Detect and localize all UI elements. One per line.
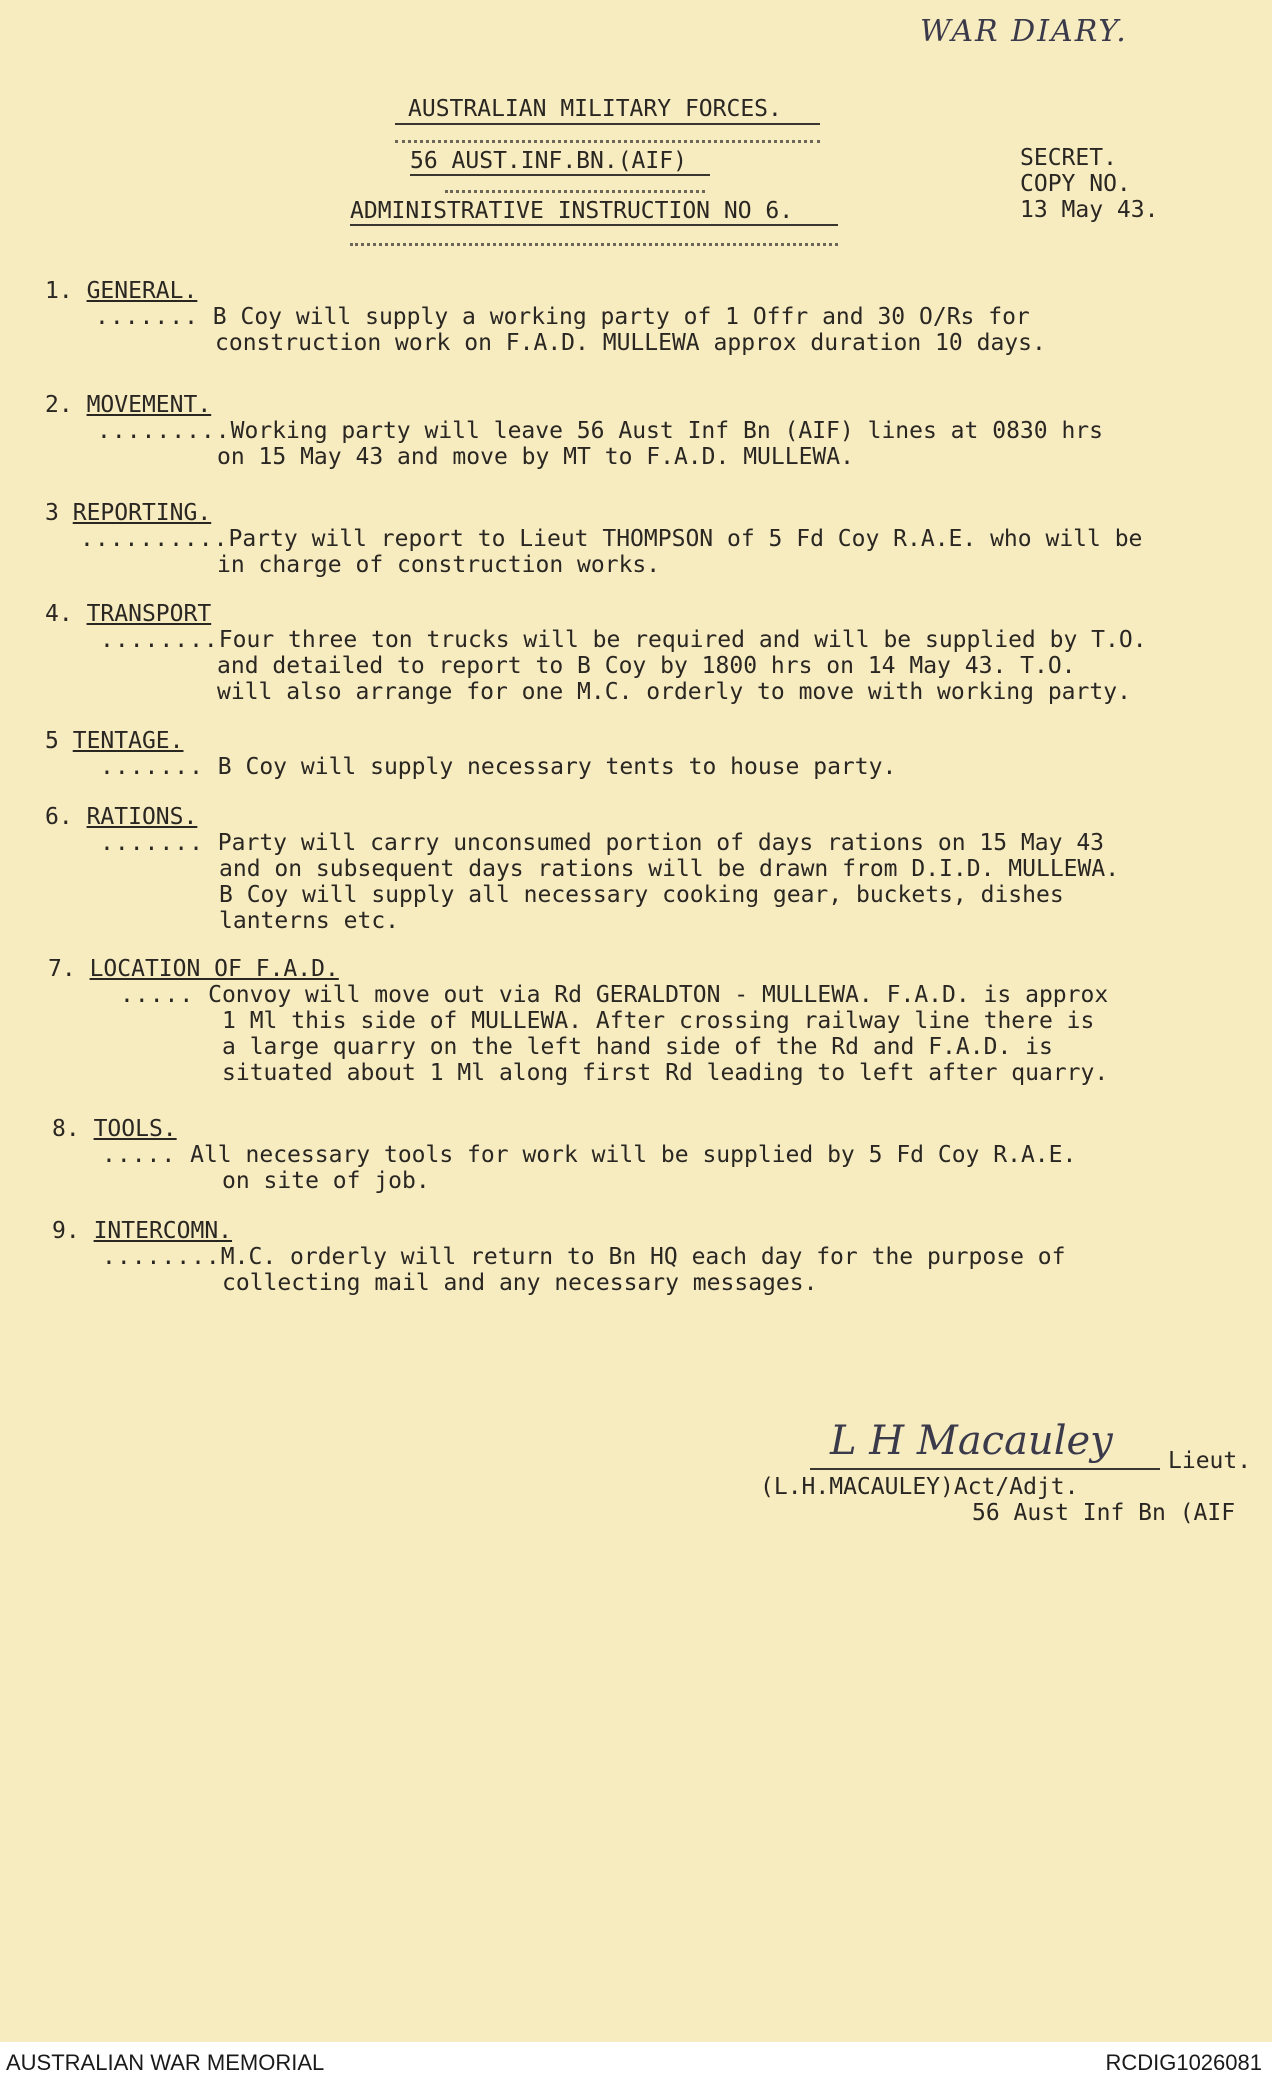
- body-line: Working party will leave 56 Aust Inf Bn (AIF) lines at 0830 hrs: [230, 418, 1103, 444]
- body-line: Convoy will move out via Rd GERALDTON - MULLEWA. F.A.D. is approx: [208, 982, 1109, 1008]
- section-number: 2.: [45, 392, 73, 418]
- body-line: and detailed to report to B Coy by 1800 hrs on 14 May 43. T.O.: [217, 653, 1076, 679]
- signature-line: [810, 1468, 1160, 1470]
- section-movement: [45, 392, 1103, 470]
- section-reporting: [45, 500, 1142, 578]
- section-title: GENERAL.: [86, 278, 198, 304]
- header-dotted-rule-3: [350, 243, 838, 246]
- body-line: collecting mail and any necessary messages.: [222, 1270, 818, 1296]
- section-title: TENTAGE.: [72, 728, 184, 754]
- section-tentage: [45, 728, 896, 780]
- header-underline-2: [410, 174, 710, 176]
- section-intercomn: [52, 1218, 1065, 1296]
- section-transport: [45, 601, 1147, 705]
- handwritten-signature: L H Macauley: [830, 1418, 1113, 1464]
- body-line: in charge of construction works.: [217, 552, 661, 578]
- section-number: 4.: [45, 601, 73, 627]
- section-title: TOOLS.: [93, 1116, 177, 1142]
- body-line: construction work on F.A.D. MULLEWA approx duration 10 days.: [215, 330, 1046, 356]
- leader-dots: .....: [120, 982, 195, 1008]
- section-title: REPORTING.: [72, 500, 212, 526]
- section-general: [45, 278, 1046, 356]
- leader-dots: .......: [95, 304, 199, 330]
- body-line: M.C. orderly will return to Bn HQ each day for the purpose of: [220, 1244, 1066, 1270]
- copy-number-label: COPY NO.: [1020, 171, 1131, 197]
- body-line: B Coy will supply necessary tents to house party.: [217, 754, 897, 780]
- header-underline-3: [350, 224, 838, 226]
- body-line: Party will report to Lieut THOMPSON of 5 Fd Coy R.A.E. who will be: [228, 526, 1143, 552]
- body-line: on 15 May 43 and move by MT to F.A.D. MULLEWA.: [217, 444, 854, 470]
- body-line: All necessary tools for work will be supplied by 5 Fd Coy R.A.E.: [190, 1142, 1077, 1168]
- header-dotted-rule-1: [395, 140, 820, 143]
- section-number: 8.: [52, 1116, 80, 1142]
- body-line: B Coy will supply a working party of 1 Offr and 30 O/Rs for: [212, 304, 1030, 330]
- signature-rank: Lieut.: [1168, 1448, 1252, 1474]
- document-date: 13 May 43.: [1020, 197, 1159, 223]
- section-title: TRANSPORT: [86, 601, 212, 627]
- body-line: will also arrange for one M.C. orderly to move with working party.: [217, 679, 1131, 705]
- section-number: 1.: [45, 278, 73, 304]
- header-line-3: ADMINISTRATIVE INSTRUCTION NO 6.: [350, 198, 794, 224]
- section-number: 5: [45, 728, 59, 754]
- body-line: Four three ton trucks will be required and will be supplied by T.O.: [218, 627, 1147, 653]
- body-line: a large quarry on the left hand side of the Rd and F.A.D. is: [222, 1034, 1053, 1060]
- body-line: situated about 1 Ml along first Rd leading to left after quarry.: [222, 1060, 1109, 1086]
- section-number: 9.: [52, 1218, 80, 1244]
- section-title: LOCATION OF F.A.D.: [89, 956, 339, 982]
- leader-dots: .......: [100, 830, 204, 856]
- signature-unit: 56 Aust Inf Bn (AIF: [972, 1500, 1236, 1526]
- header-dotted-rule-2: [445, 190, 705, 193]
- section-location-of-fad: [48, 956, 1108, 1086]
- footer-reference-id: RCDIG1026081: [1105, 2050, 1262, 2075]
- body-line: 1 Ml this side of MULLEWA. After crossing railway line there is: [222, 1008, 1095, 1034]
- section-title: INTERCOMN.: [93, 1218, 233, 1244]
- signature-name: (L.H.MACAULEY)Act/Adjt.: [760, 1474, 1079, 1500]
- header-underline-1: [395, 123, 820, 125]
- section-rations: [45, 804, 1119, 934]
- body-line: on site of job.: [222, 1168, 430, 1194]
- leader-dots: ........: [100, 627, 219, 653]
- section-number: 3: [45, 500, 59, 526]
- section-title: MOVEMENT.: [86, 392, 212, 418]
- leader-dots: .......: [100, 754, 204, 780]
- section-number: 6.: [45, 804, 73, 830]
- header-line-2: 56 AUST.INF.BN.(AIF): [410, 148, 687, 174]
- body-line: Party will carry unconsumed portion of days rations on 15 May 43: [217, 830, 1105, 856]
- footer-archive-label: AUSTRALIAN WAR MEMORIAL: [6, 2050, 325, 2075]
- section-tools: [52, 1116, 1076, 1194]
- leader-dots: .........: [97, 418, 231, 444]
- body-line: and on subsequent days rations will be drawn from D.I.D. MULLEWA.: [219, 856, 1120, 882]
- leader-dots: ........: [102, 1244, 221, 1270]
- body-line: B Coy will supply all necessary cooking gear, buckets, dishes: [219, 882, 1064, 908]
- classification-block: [1020, 145, 1158, 223]
- leader-dots: .....: [102, 1142, 177, 1168]
- body-line: lanterns etc.: [219, 908, 400, 934]
- secret-label: SECRET.: [1020, 145, 1117, 171]
- section-title: RATIONS.: [86, 804, 198, 830]
- section-number: 7.: [48, 956, 76, 982]
- header-line-1: AUSTRALIAN MILITARY FORCES.: [408, 96, 782, 122]
- handwritten-war-diary-note: WAR DIARY.: [920, 14, 1128, 49]
- leader-dots: ..........: [80, 526, 229, 552]
